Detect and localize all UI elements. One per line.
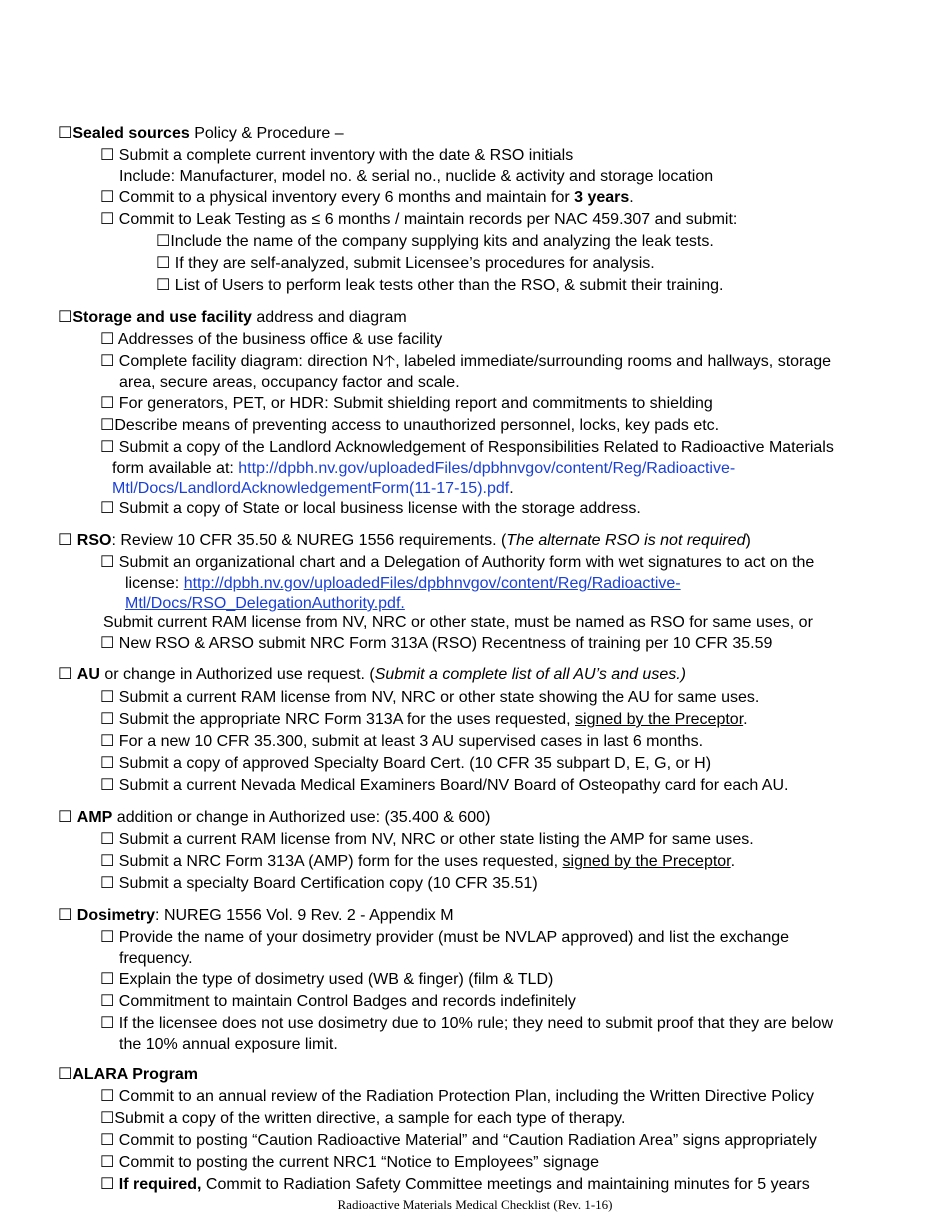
au-item-nevada-board: ☐ Submit a current Nevada Medical Examiners Board/NV Board of Osteopathy card for each AU. (100, 777, 789, 794)
au-item-board-cert: ☐ Submit a copy of approved Specialty Board Cert. (10 CFR 35 subpart D, E, G, or H) (100, 755, 712, 772)
amp-item-form-313a: ☐ Submit a NRC Form 313A (AMP) form for the uses requested, signed by the Preceptor. (100, 853, 736, 870)
checkbox[interactable]: ☐ (100, 689, 115, 706)
rso-item-current-license: Submit current RAM license from NV, NRC or other state, must be named as RSO for same uses, or (103, 614, 813, 631)
leak-testing-subitem-company: ☐Include the name of the company supplying kits and analyzing the leak tests. (156, 233, 714, 250)
dosimetry-item-type: ☐ Explain the type of dosimetry used (WB & finger) (film & TLD) (100, 971, 554, 988)
checkbox[interactable]: ☐ (100, 417, 115, 434)
leak-testing-subitem-users: ☐ List of Users to perform leak tests other than the RSO, & submit their training. (156, 277, 724, 294)
dosimetry-heading: ☐ Dosimetry: NUREG 1556 Vol. 9 Rev. 2 - Appendix M (58, 907, 454, 924)
checkbox[interactable]: ☐ (156, 277, 171, 294)
dosimetry-item-ten-percent-cont: the 10% annual exposure limit. (119, 1036, 338, 1053)
checkbox[interactable]: ☐ (100, 353, 115, 370)
sealed-sources-item-leak-testing: ☐ Commit to Leak Testing as ≤ 6 months / maintain records per NAC 459.307 and submit: (100, 211, 738, 228)
storage-item-diagram-cont: area, secure areas, occupancy factor and scale. (119, 374, 460, 391)
dosimetry-item-ten-percent: ☐ If the licensee does not use dosimetry due to 10% rule; they need to submit proof that they are below (100, 1015, 833, 1032)
checkbox[interactable]: ☐ (100, 777, 115, 794)
checkbox[interactable]: ☐ (100, 439, 115, 456)
checkbox[interactable]: ☐ (100, 1132, 115, 1149)
storage-item-landlord: ☐ Submit a copy of the Landlord Acknowledgement of Responsibilities Related to Radioactive Materials (100, 439, 834, 456)
checkbox[interactable]: ☐ (100, 831, 115, 848)
checkbox-sealed-sources[interactable]: ☐ (58, 125, 73, 142)
checkbox[interactable]: ☐ (100, 331, 115, 348)
checkbox-alara[interactable]: ☐ (58, 1066, 73, 1083)
storage-facility-heading: ☐Storage and use facility address and diagram (58, 309, 407, 326)
storage-item-diagram: ☐ Complete facility diagram: direction N🡡, labeled immediate/surrounding rooms and hallways, storage (100, 353, 832, 370)
checkbox[interactable]: ☐ (100, 1015, 115, 1032)
au-item-supervised-cases: ☐ For a new 10 CFR 35.300, submit at least 3 AU supervised cases in last 6 months. (100, 733, 704, 750)
checkbox[interactable]: ☐ (100, 211, 115, 228)
amp-item-board-cert: ☐ Submit a specialty Board Certification copy (10 CFR 35.51) (100, 875, 538, 892)
rso-item-new-rso: ☐ New RSO & ARSO submit NRC Form 313A (RSO) Recentness of training per 10 CFR 35.59 (100, 635, 773, 652)
storage-item-business-license: ☐ Submit a copy of State or local business license with the storage address. (100, 500, 641, 517)
dosimetry-item-control-badges: ☐ Commitment to maintain Control Badges and records indefinitely (100, 993, 576, 1010)
leak-testing-subitem-self-analyzed: ☐ If they are self-analyzed, submit Licensee’s procedures for analysis. (156, 255, 655, 272)
checkbox[interactable]: ☐ (100, 733, 115, 750)
rso-item-org-chart: ☐ Submit an organizational chart and a Delegation of Authority form with wet signatures to act on the (100, 554, 815, 571)
checkbox[interactable]: ☐ (100, 635, 115, 652)
checkbox[interactable]: ☐ (100, 395, 115, 412)
amp-heading: ☐ AMP addition or change in Authorized use: (35.400 & 600) (58, 809, 491, 826)
storage-item-addresses: ☐ Addresses of the business office & use facility (100, 331, 443, 348)
sealed-sources-item-inventory: ☐ Submit a complete current inventory with the date & RSO initials (100, 147, 574, 164)
checkbox[interactable]: ☐ (100, 500, 115, 517)
rso-heading: ☐ RSO: Review 10 CFR 35.50 & NUREG 1556 requirements. (The alternate RSO is not required) (58, 532, 751, 549)
checkbox-au[interactable]: ☐ (58, 666, 73, 683)
checkbox[interactable]: ☐ (100, 1154, 115, 1171)
checkbox-amp[interactable]: ☐ (58, 809, 73, 826)
checkbox[interactable]: ☐ (100, 1110, 115, 1127)
dosimetry-item-provider-cont: frequency. (119, 950, 193, 967)
rso-item-org-chart-link-line: license: http://dpbh.nv.gov/uploadedFiles/dpbhnvgov/content/Reg/Radioactive- (125, 575, 681, 592)
landlord-form-link-cont[interactable]: Mtl/Docs/LandlordAcknowledgementForm(11-17-15).pdf (112, 480, 510, 497)
checkbox[interactable]: ☐ (100, 993, 115, 1010)
checkbox-dosimetry[interactable]: ☐ (58, 907, 73, 924)
storage-item-landlord-link-line: form available at: http://dpbh.nv.gov/uploadedFiles/dpbhnvgov/content/Reg/Radioactive- (112, 460, 736, 477)
checkbox[interactable]: ☐ (100, 1088, 115, 1105)
au-item-license: ☐ Submit a current RAM license from NV, NRC or other state showing the AU for same uses. (100, 689, 760, 706)
landlord-form-link[interactable]: http://dpbh.nv.gov/uploadedFiles/dpbhnvgov/content/Reg/Radioactive- (238, 460, 736, 477)
page-footer: Radioactive Materials Medical Checklist (Rev. 1-16) (337, 1197, 613, 1212)
dosimetry-item-provider: ☐ Provide the name of your dosimetry provider (must be NVLAP approved) and list the exchange (100, 929, 790, 946)
alara-heading: ☐ALARA Program (58, 1066, 198, 1083)
sealed-sources-item-inventory-include: Include: Manufacturer, model no. & serial no., nuclide & activity and storage location (119, 168, 714, 185)
checkbox-storage-facility[interactable]: ☐ (58, 309, 73, 326)
checkbox[interactable]: ☐ (100, 147, 115, 164)
checkbox[interactable]: ☐ (100, 875, 115, 892)
checkbox[interactable]: ☐ (100, 755, 115, 772)
checkbox[interactable]: ☐ (156, 255, 171, 272)
rso-delegation-link-cont[interactable]: Mtl/Docs/RSO_DelegationAuthority.pdf. (125, 595, 405, 612)
amp-item-license: ☐ Submit a current RAM license from NV, NRC or other state listing the AMP for same uses. (100, 831, 754, 848)
alara-item-annual-review: ☐ Commit to an annual review of the Radiation Protection Plan, including the Written Directive Policy (100, 1088, 814, 1105)
checkbox[interactable]: ☐ (100, 929, 115, 946)
storage-item-access: ☐Describe means of preventing access to unauthorized personnel, locks, key pads etc. (100, 417, 720, 434)
rso-delegation-link[interactable]: http://dpbh.nv.gov/uploadedFiles/dpbhnvgov/content/Reg/Radioactive- (183, 575, 681, 592)
rso-item-org-chart-link-line2 (125, 593, 405, 614)
checkbox[interactable]: ☐ (100, 1176, 115, 1193)
alara-item-caution-signs: ☐ Commit to posting “Caution Radioactive Material” and “Caution Radiation Area” signs appropriately (100, 1132, 817, 1149)
alara-item-nrc1-notice: ☐ Commit to posting the current NRC1 “Notice to Employees” signage (100, 1154, 599, 1171)
storage-item-shielding: ☐ For generators, PET, or HDR: Submit shielding report and commitments to shielding (100, 395, 713, 412)
alara-item-written-directive: ☐Submit a copy of the written directive, a sample for each type of therapy. (100, 1110, 626, 1127)
checkbox[interactable]: ☐ (100, 189, 115, 206)
sealed-sources-heading: ☐Sealed sources Policy & Procedure – (58, 125, 344, 142)
checkbox[interactable]: ☐ (100, 853, 115, 870)
checkbox-rso[interactable]: ☐ (58, 532, 73, 549)
checkbox[interactable]: ☐ (100, 711, 115, 728)
storage-item-landlord-link-line2: Mtl/Docs/LandlordAcknowledgementForm(11-17-15).pdf. (112, 480, 514, 497)
sealed-sources-item-physical-inventory: ☐ Commit to a physical inventory every 6 months and maintain for 3 years. (100, 189, 634, 206)
checkbox[interactable]: ☐ (100, 554, 115, 571)
checkbox[interactable]: ☐ (100, 971, 115, 988)
alara-item-committee: ☐ If required, Commit to Radiation Safety Committee meetings and maintaining minutes for 5 years (100, 1176, 810, 1193)
au-heading: ☐ AU or change in Authorized use request. (Submit a complete list of all AU’s and uses.) (58, 666, 686, 683)
checkbox[interactable]: ☐ (156, 233, 171, 250)
au-item-form-313a: ☐ Submit the appropriate NRC Form 313A for the uses requested, signed by the Preceptor. (100, 711, 748, 728)
